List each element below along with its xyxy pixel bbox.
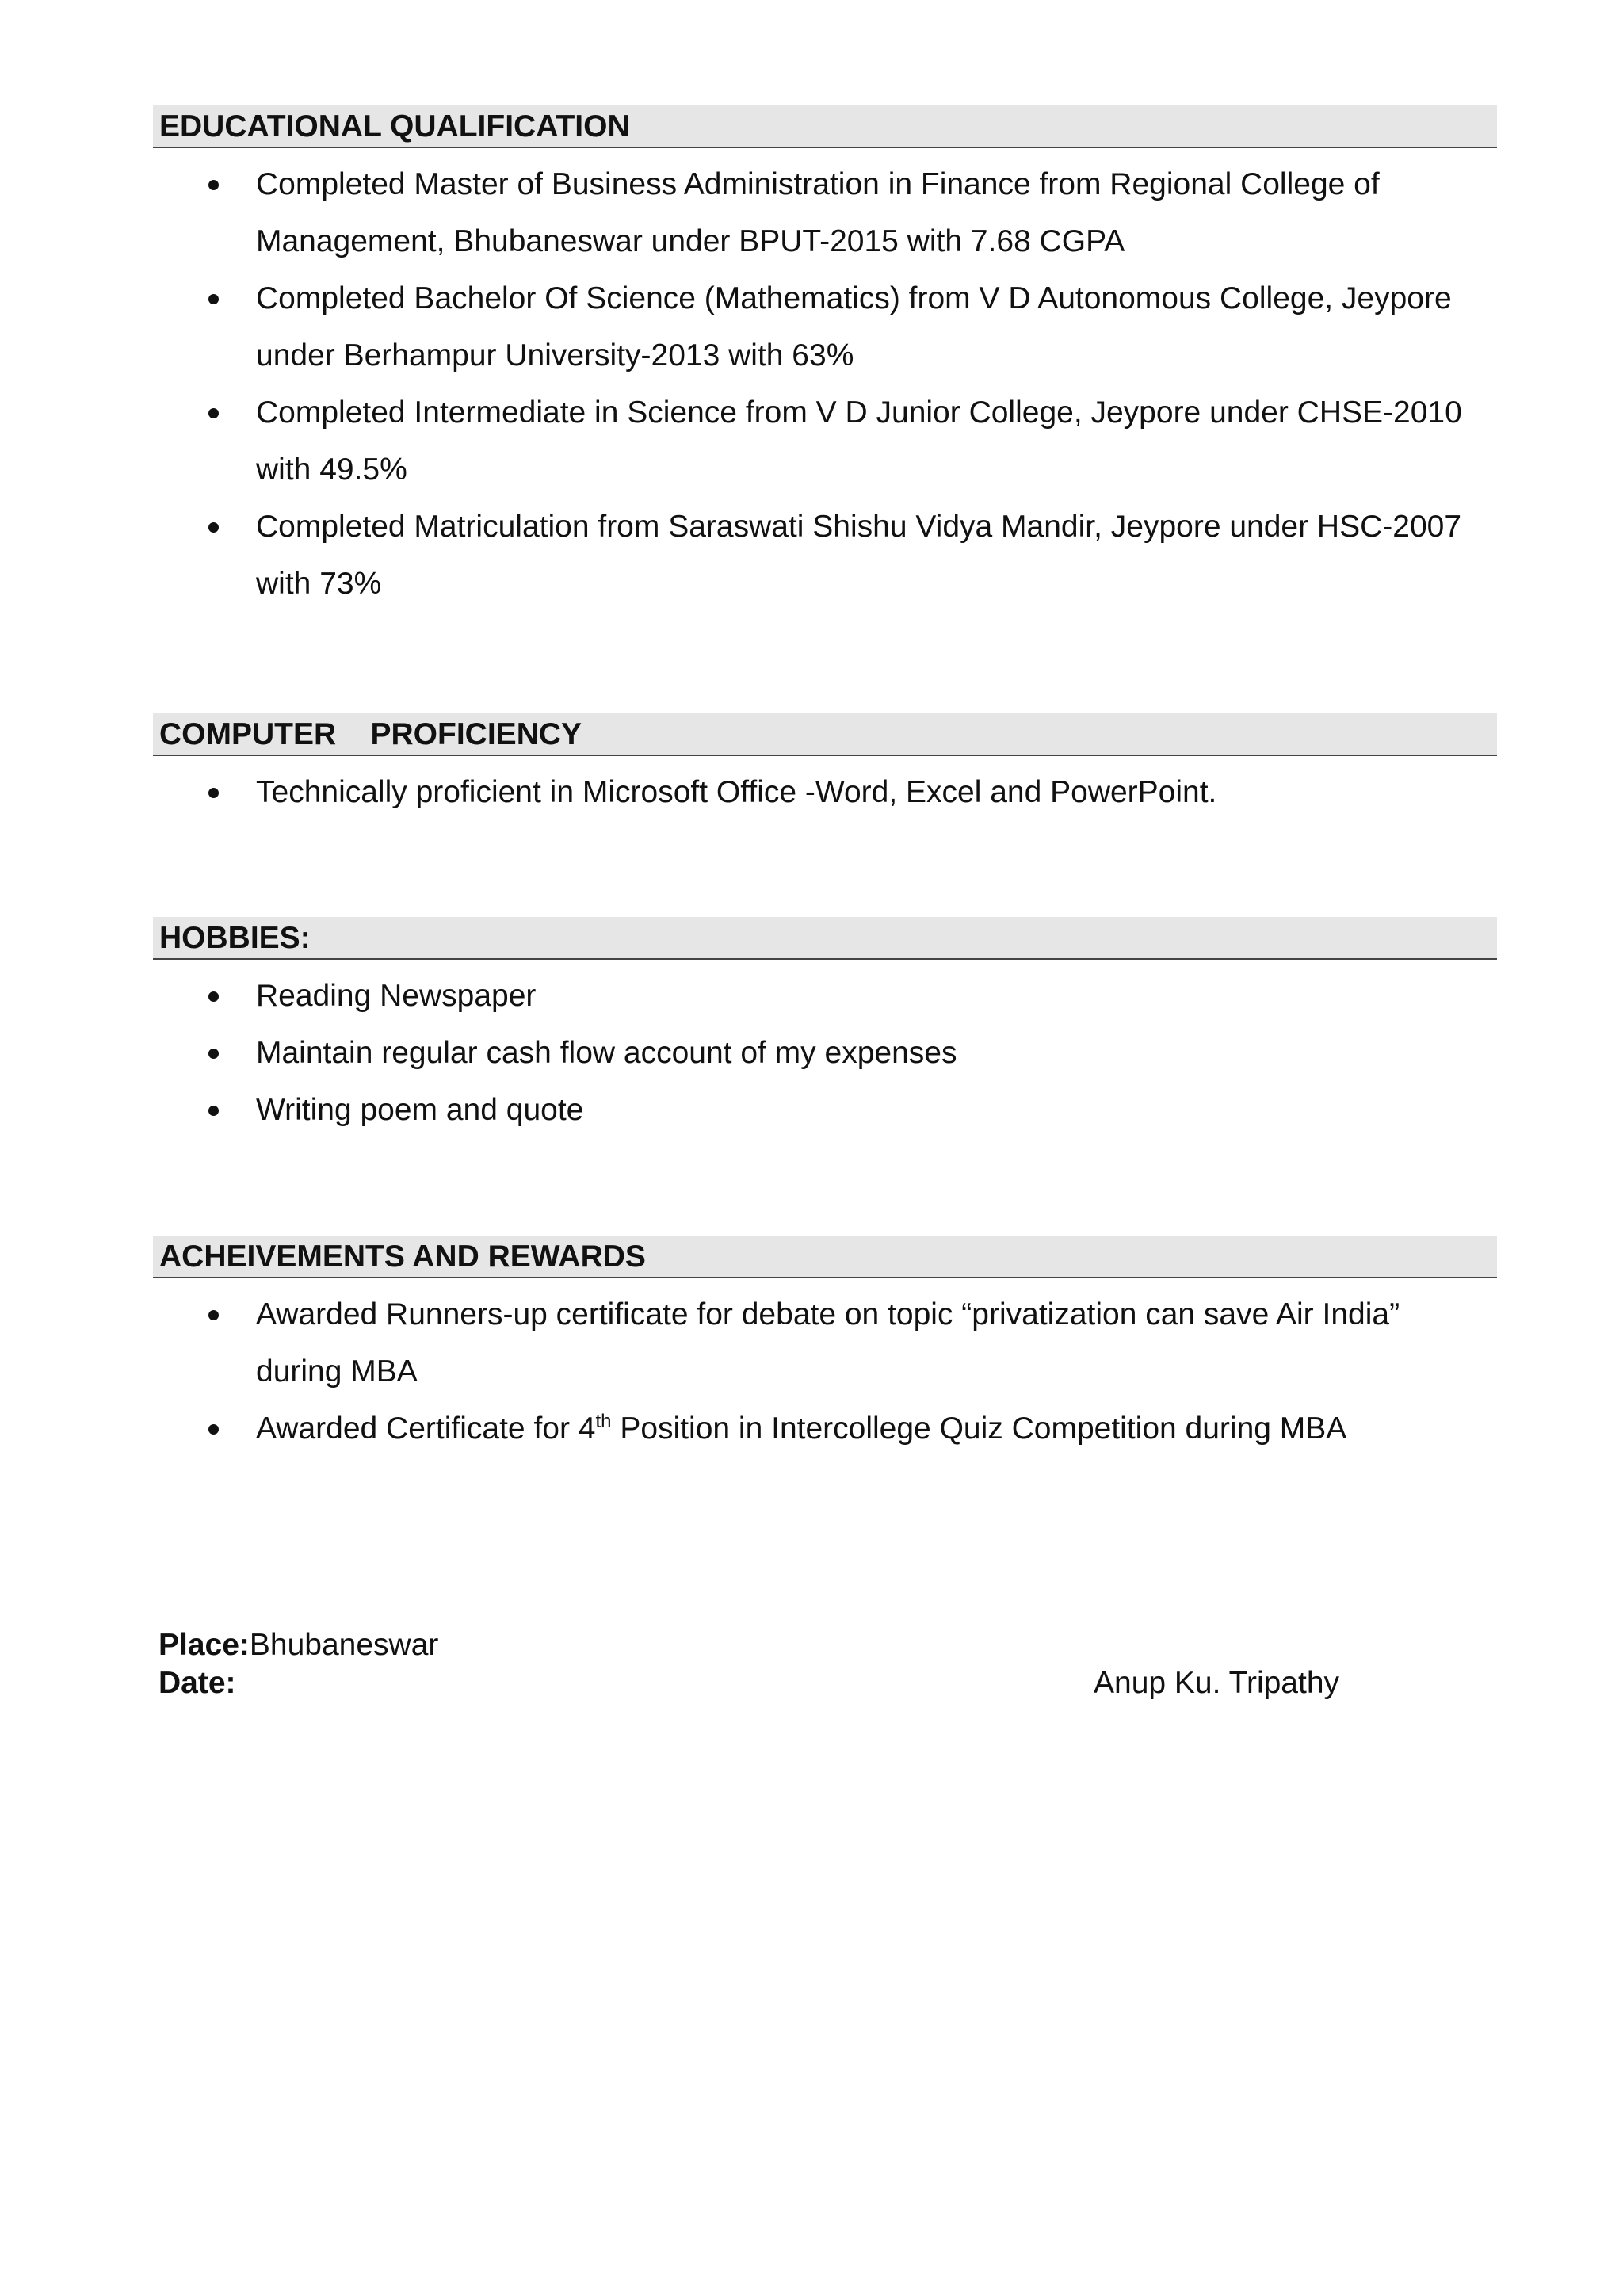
list-item: Reading Newspaper: [153, 968, 1497, 1025]
section-title-computer-proficiency: COMPUTER PROFICIENCY: [153, 713, 1497, 756]
list-item: Maintain regular cash flow account of my expenses: [153, 1025, 1497, 1082]
place-label: Place:: [158, 1628, 250, 1662]
ordinal-suffix: th: [595, 1411, 612, 1432]
section-hobbies: [153, 917, 1497, 1139]
bullet-icon: [208, 1310, 219, 1320]
place-line: [158, 1626, 438, 1664]
computer-list: [153, 764, 1497, 821]
date-line: [158, 1664, 236, 1702]
list-item: Completed Master of Business Administration in Finance from Regional College of Management, Bhubaneswar under BPUT-2015 with 7.68 CGPA: [153, 156, 1497, 270]
list-item: Awarded Runners-up certificate for debate on topic “privatization can save Air India” during MBA: [153, 1286, 1497, 1400]
list-item: Awarded Certificate for 4th Position in Intercollege Quiz Competition during MBA: [153, 1400, 1497, 1457]
section-title-achievements: ACHEIVEMENTS AND REWARDS: [153, 1236, 1497, 1278]
bullet-icon: [208, 991, 219, 1002]
list-item: Completed Matriculation from Saraswati Shishu Vidya Mandir, Jeypore under HSC-2007 with 73%: [153, 499, 1497, 613]
bullet-icon: [208, 294, 219, 304]
bullet-icon: [208, 1049, 219, 1059]
place-value: Bhubaneswar: [249, 1628, 439, 1662]
bullet-icon: [208, 1106, 219, 1116]
achievements-list: [153, 1286, 1497, 1457]
education-list: [153, 156, 1497, 613]
section-title-hobbies: HOBBIES:: [153, 917, 1497, 960]
section-computer-proficiency: [153, 713, 1497, 821]
bullet-icon: [208, 788, 219, 798]
section-title-education: EDUCATIONAL QUALIFICATION: [153, 105, 1497, 148]
list-item: Writing poem and quote: [153, 1082, 1497, 1139]
hobbies-list: [153, 968, 1497, 1139]
bullet-icon: [208, 522, 219, 533]
signature-name: Anup Ku. Tripathy: [1094, 1666, 1340, 1700]
section-achievements: [153, 1236, 1497, 1457]
list-item: Technically proficient in Microsoft Office -Word, Excel and PowerPoint.: [153, 764, 1497, 821]
list-item: Completed Bachelor Of Science (Mathematics) from V D Autonomous College, Jeypore under Berhampur University-2013 with 63%: [153, 270, 1497, 384]
list-item: Completed Intermediate in Science from V D Junior College, Jeypore under CHSE-2010 with 49.5%: [153, 384, 1497, 499]
bullet-icon: [208, 180, 219, 190]
bullet-icon: [208, 1424, 219, 1435]
section-education: [153, 105, 1497, 613]
date-label: Date:: [158, 1666, 236, 1700]
bullet-icon: [208, 408, 219, 418]
